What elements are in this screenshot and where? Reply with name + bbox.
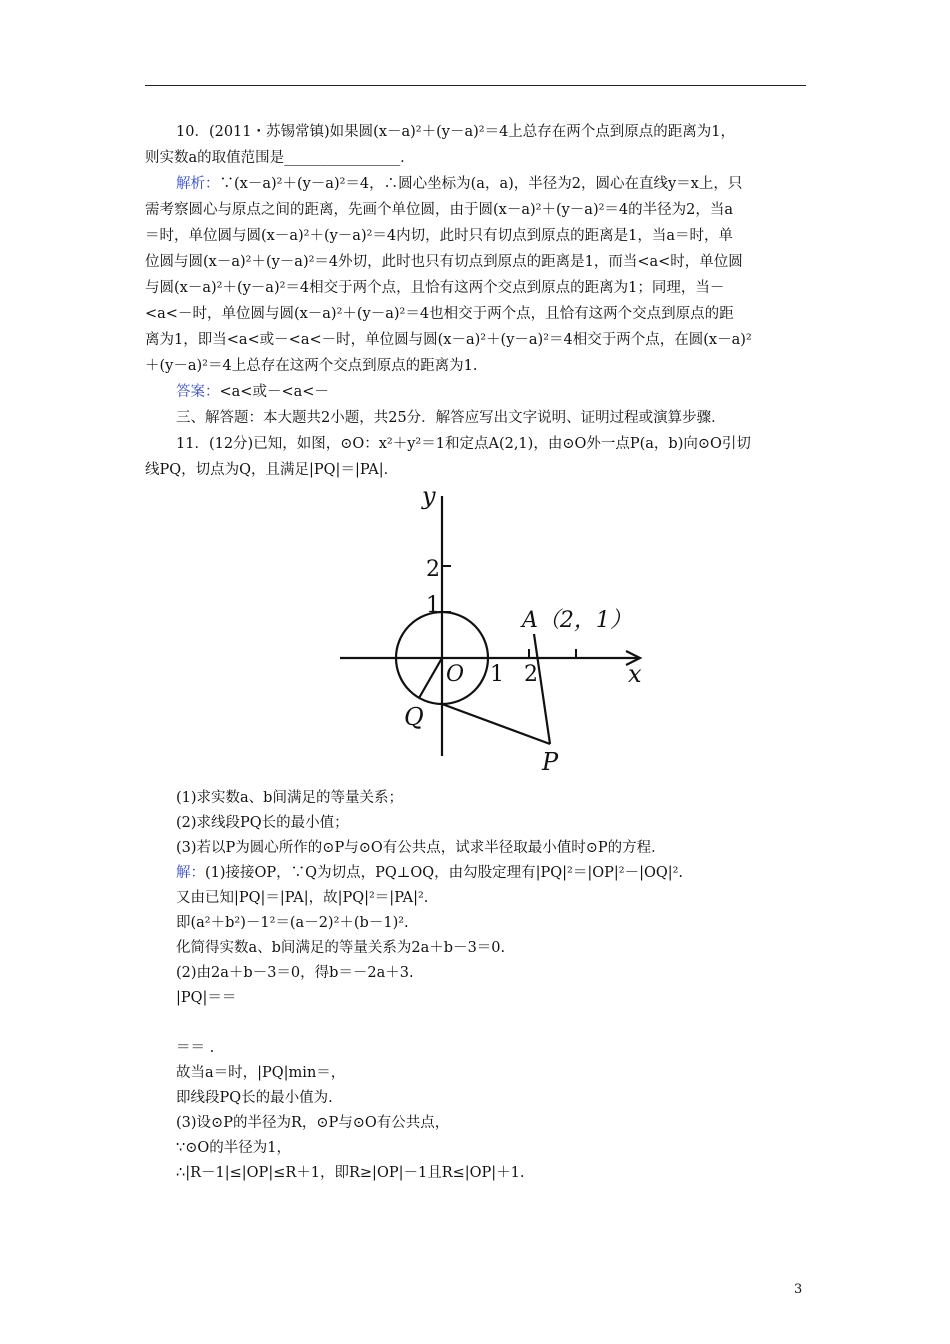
y-tick-1-label: 1	[426, 593, 440, 618]
solution-11-text: (1)接接OP，∵Q为切点，PQ⊥OQ，由勾股定理有|PQ|²＝|OP|²－|OQ|².	[205, 865, 684, 881]
point-p-label: P	[542, 748, 559, 776]
problem-10-line-1: 10．(2011・苏锡常镇)如果圆(x－a)²＋(y－a)²＝4上总存在两个点到原点的距离为1，	[176, 124, 736, 140]
answer-label: 答案：	[176, 384, 220, 400]
section-heading: 三、解答题：本大题共2小题，共25分．解答应写出文字说明、证明过程或演算步骤．	[176, 410, 726, 426]
segment-oq	[419, 658, 442, 698]
solution-line-2: 需考察圆心与原点之间的距离，先画个单位圆，由于圆(x－a)²＋(y－a)²＝4的半径为2，当a	[145, 202, 734, 218]
point-a-label: A（2，1）	[522, 608, 632, 633]
header-rule	[145, 85, 806, 86]
solution-line-7: 离为1，即当<a<或－<a<－时，单位圆与圆(x－a)²＋(y－a)²＝4相交于两个点，在圆(x－a)²	[145, 332, 752, 348]
point-q-label: Q	[404, 703, 424, 731]
solution-11-line-3: 即(a²＋b²)－1²＝(a－2)²＋(b－1)².	[176, 915, 409, 931]
solution-label: 解：	[176, 865, 205, 881]
question-1: (1)求实数a、b间满足的等量关系；	[176, 790, 403, 806]
solution-line-8: ＋(y－a)²＝4上总存在这两个交点到原点的距离为1.	[145, 358, 478, 374]
y-tick-2-label: 2	[426, 557, 440, 582]
solution-11-line-10: (3)设⊙P的半径为R，⊙P与⊙O有公共点，	[176, 1115, 450, 1131]
solution-line-4: 位圆与圆(x－a)²＋(y－a)²＝4外切，此时也只有切点到原点的距离是1，而当<a<时，单位圆	[145, 254, 743, 270]
problem-11-line-1: 11．(12分)已知，如图，⊙O：x²＋y²＝1和定点A(2,1)，由⊙O外一点P(a，b)向⊙O引切	[176, 436, 751, 452]
solution-line-5: 与圆(x－a)²＋(y－a)²＝4相交于两个点，且恰有这两个交点到原点的距离为1；同理，当－	[145, 280, 725, 296]
x-tick-1-label: 1	[490, 662, 504, 687]
solution-11-line-11: ∵⊙O的半径为1，	[176, 1140, 291, 1156]
x-axis-label: x	[628, 660, 642, 688]
solution-11-line-1	[176, 862, 876, 884]
question-3: (3)若以P为圆心所作的⊙P与⊙O有公共点，试求半径取最小值时⊙P的方程．	[176, 840, 666, 856]
solution-11-line-4: 化简得实数a、b间满足的等量关系为2a＋b－3＝0.	[176, 940, 506, 956]
question-2: (2)求线段PQ长的最小值；	[176, 815, 349, 831]
solution-11-line-9: 即线段PQ长的最小值为.	[176, 1090, 333, 1106]
solution-11-line-2: 又由已知|PQ|＝|PA|，故|PQ|²＝|PA|².	[176, 890, 429, 906]
y-axis-label: y	[422, 482, 436, 510]
solution-line-1	[176, 173, 876, 195]
problem-11-line-2: 线PQ，切点为Q，且满足|PQ|＝|PA|．	[145, 462, 399, 478]
analysis-label: 解析：	[176, 176, 220, 192]
solution-11-line-6: |PQ|＝＝	[176, 990, 237, 1006]
solution-line-6: <a<－时，单位圆与圆(x－a)²＋(y－a)²＝4也相交于两个点，且恰有这两个交点到原点的距	[145, 306, 734, 322]
segment-qp	[442, 704, 550, 744]
answer-line	[176, 381, 876, 403]
solution-line-3: ＝时，单位圆与圆(x－a)²＋(y－a)²＝4内切，此时只有切点到原点的距离是1，当a＝时，单	[145, 228, 734, 244]
coordinate-figure	[330, 478, 660, 778]
page-number: 3	[794, 1282, 803, 1297]
x-tick-2-label: 2	[524, 662, 538, 687]
problem-10-line-2: 则实数a的取值范围是________________．	[145, 150, 415, 166]
solution-11-line-7: ＝＝ .	[176, 1040, 215, 1056]
solution-11-line-8: 故当a＝时，|PQ|min＝，	[176, 1065, 346, 1081]
segment-ap	[534, 634, 550, 744]
solution-11-line-12: ∴|R－1|≤|OP|≤R＋1，即R≥|OP|－1且R≤|OP|＋1.	[176, 1165, 525, 1181]
origin-label: O	[446, 662, 465, 687]
answer-text: <a<或－<a<－	[219, 384, 329, 400]
analysis-text: ∵(x－a)²＋(y－a)²＝4，∴圆心坐标为(a，a)，半径为2，圆心在直线y＝x上，只	[219, 176, 743, 192]
solution-11-line-5: (2)由2a＋b－3＝0，得b＝－2a＋3.	[176, 965, 414, 981]
